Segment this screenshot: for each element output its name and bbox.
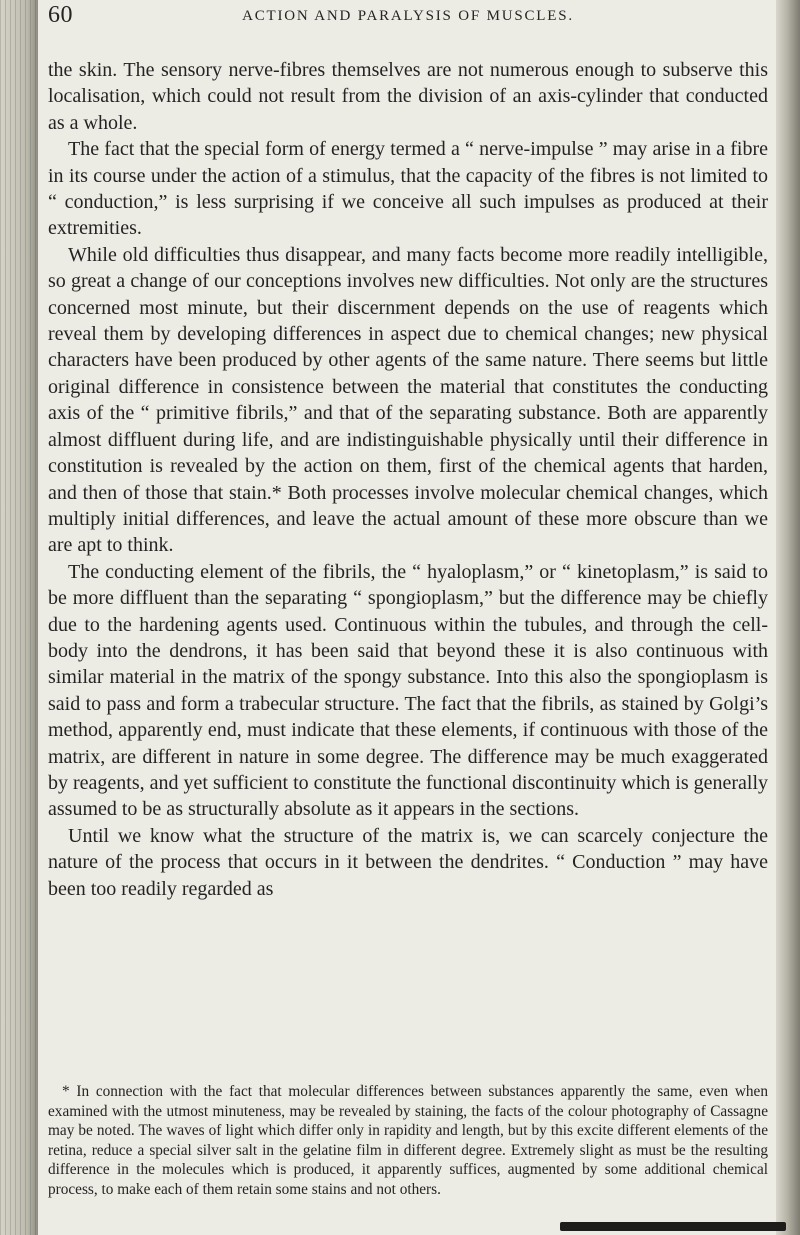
paragraph: While old difficulties thus disappear, and many facts become more readily intelligible, so great a change of our conceptions involves new difficulties. Not only are the structures concerned most minute, but their discernment depends on the use of reagents which reveal them by developing differences in aspect due to chemical changes; new physical characters have been produced by other agents of the same nature. There seems but little original difference in consistence between the material that constitutes the conducting axis of the “ primitive fibrils,” and that of the separating substance. Both are apparently almost diffluent during life, and are indistinguishable physically until their difference in constitution is revealed by the action on them, first of the chemical agents that harden, and then of those that stain.* Both processes involve molecular chemical changes, which multiply initial differences, and leave the actual amount of these more obscure than we are apt to think. xyxy=(48,243,768,557)
paragraph: The conducting element of the fibrils, the “ hyaloplasm,” or “ kinetoplasm,” is said to be more diffluent than the separating “ spongioplasm,” but the difference may be chiefly due to the hardening agents used. Continuous within the tubules, and through the cell-body into the dendrons, it has been said that beyond these it is also continuous with similar material in the matrix of the spongy substance. Into this also the spongioplasm is said to pass and form a trabecular structure. The fact that the fibrils, as stained by Golgi’s method, apparently end, must indicate that these elements, if continuous with those of the matrix, are different in nature in some degree. The difference may be much exaggerated by reagents, and yet sufficient to constitute the functional discontinuity which is generally assumed to be as structurally absolute as it appears in the sections. xyxy=(48,560,769,821)
page-number: 60 xyxy=(48,2,73,28)
footnote-text: * In connection with the fact that molecular differences between substances apparently the same, even when examined with the utmost minuteness, may be revealed by staining, the facts of the colour photography of Cassagne may be noted. The waves of light which differ only in rapidity and length, but by this excite different elements of the retina, reduce a special silver salt in the gelatine film in different degree. Extremely slight as must be the resulting difference in the molecules which is produced, it apparently suffices, augmented by some additional chemical process, to make each of them retain some stains and not others. xyxy=(48,1083,768,1198)
paragraph: the skin. The sensory nerve-fibres themselves are not numerous enough to subserve this localisation, which could not result from the division of an axis-cylinder that conducted as a whole. xyxy=(48,59,768,134)
running-head: ACTION AND PARALYSIS OF MUSCLES. xyxy=(242,8,574,24)
scan-left-edge xyxy=(0,0,38,1235)
paragraph: Until we know what the structure of the matrix is, we can scarcely conjecture the nature of the process that occurs in it between the dendrites. “ Conduction ” may have been too readily regarded as xyxy=(48,824,768,900)
scan-right-edge xyxy=(776,0,800,1235)
paragraph: The fact that the special form of energy termed a “ nerve-impulse ” may arise in a fibre in its course under the action of a stimulus, that the capacity of the fibres is not limited to “ conduction,” is less surprising if we conceive all such impulses as produced at their extremities. xyxy=(48,138,768,240)
body-text xyxy=(48,57,768,902)
footnote xyxy=(48,1082,768,1200)
book-page xyxy=(48,0,768,1235)
